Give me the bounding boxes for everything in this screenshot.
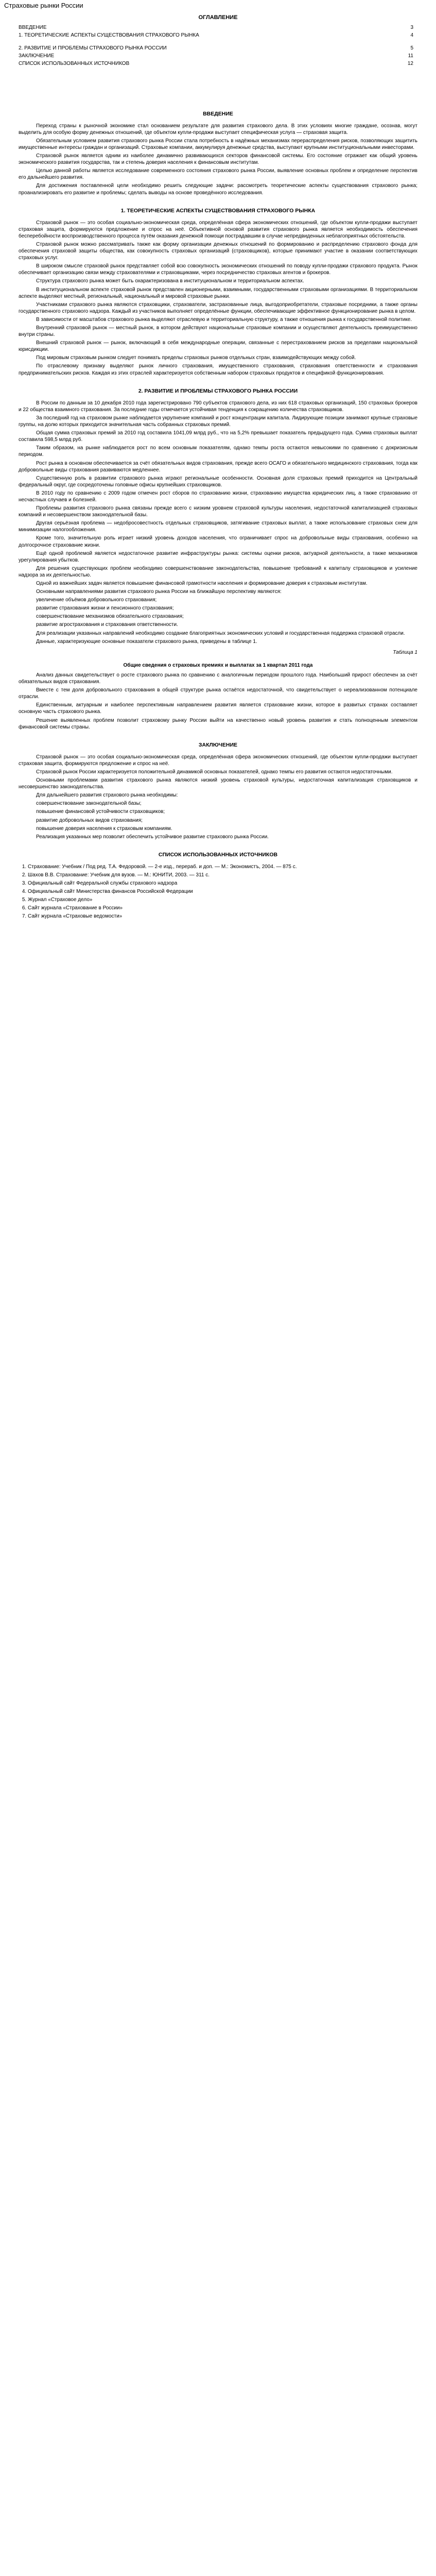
paragraph: Обязательным условием развития страхового рынка России стала потребность в надёжных механизмах перераспределения рисков, позволяющих защитить имущественные интересы граждан и организаций. Страховые компании, аккумулируя денежные средства, выступают крупными институциональными инвесторами. xyxy=(19,138,417,150)
paragraph: Существенную роль в развитии страхового рынка играют региональные особенности. Основная доля страховых премий приходится на Центральный федеральный округ, где сосредоточены головные офисы крупнейших страховщиков. xyxy=(19,475,417,488)
paragraph: Страховой рынок можно рассматривать также как форму организации денежных отношений по формированию и распределению страхового фонда для обеспечения страховой защиты общества, как совокупность страховых организаций (страховщиков), которые принимают участие в оказании соответствующих страховых услуг. xyxy=(19,241,417,261)
window-title: Страховые рынки России xyxy=(4,2,83,9)
references-list xyxy=(19,863,417,920)
paragraph: увеличение объёмов добровольного страхования; xyxy=(36,597,157,603)
conclusion-body xyxy=(19,754,417,840)
paragraph: Страховой рынок является одним из наиболее динамично развивающихся секторов финансовой системы. Его состояние отражает как общий уровень экономического развития государства, так и степень доверия населения к финансовым институтам. xyxy=(19,153,417,166)
toc-heading: ОГЛАВЛЕНИЕ xyxy=(198,14,238,21)
paragraph: Основными направлениями развития страхового рынка России на ближайшую перспективу являются: xyxy=(36,589,282,595)
paragraph: Структура страхового рынка может быть охарактеризована в институциональном и территориальном аспектах. xyxy=(36,278,304,284)
paragraph: Целью данной работы является исследование современного состояния страхового рынка России, выявление основных проблем и определение перспектив его дальнейшего развития. xyxy=(19,168,417,181)
table-of-contents xyxy=(19,24,417,67)
paragraph: За последний год на страховом рынке наблюдается укрупнение компаний и рост концентрации капитала. Лидирующие позиции занимают крупные страховые группы, на долю которых приходится значительная часть собранных страховых премий. xyxy=(19,415,417,428)
paragraph: Основными проблемами развития страхового рынка являются низкий уровень страховой культуры, недостаточная капитализация страховщиков и несовершенство законодательства. xyxy=(19,777,417,790)
table-caption: Таблица 1 xyxy=(393,649,417,655)
paragraph: Единственным, актуарным и наиболее перспективным направлением развития является страхование жизни, которое в развитых странах составляет основную часть страхового рынка. xyxy=(19,702,417,715)
paragraph: развитие страхования жизни и пенсионного страхования; xyxy=(36,605,174,612)
paragraph: Страховой рынок России характеризуется положительной динамикой основных показателей, однако темпы его развития остаются недостаточными. xyxy=(36,769,393,775)
paragraph: развитие добровольных видов страхования; xyxy=(36,817,143,823)
paragraph: В России по данным за 10 декабря 2010 года зарегистрировано 790 субъектов страхового дела, из них 618 страховых организаций, 150 страховых брокеров и 22 общества взаимного страхования. За последние годы отмечается устойчивая тенденция к сокращению количества страховщиков. xyxy=(19,400,417,413)
paragraph: В широком смысле страховой рынок представляет собой всю совокупность экономических отношений по поводу купли-продажи страхового продукта. Рынок обеспечивает организацию связи между страхователями и страховщиками, через посредничество страховых агентов и брокеров. xyxy=(19,263,417,276)
section1-body xyxy=(19,219,417,377)
intro-title: ВВЕДЕНИЕ xyxy=(203,110,233,117)
paragraph: Кроме того, значительную роль играет низкий уровень доходов населения, что ограничивает спрос на добровольные виды страхования, особенно на долгосрочное страхование жизни. xyxy=(19,535,417,548)
reference-item: 7. Сайт журнала «Страховые ведомости» xyxy=(28,913,417,920)
paragraph: В 2010 году по сравнению с 2009 годом отмечен рост сборов по страхованию жизни, страхованию имущества юридических лиц, а также страхованию от несчастных случаев и болезней. xyxy=(19,490,417,503)
paragraph: Страховой рынок — это особая социально-экономическая среда, определённая сфера экономических отношений, где объектом купли-продажи выступает страховая защита, формируются предложение и спрос на неё. xyxy=(19,754,417,767)
section2-body-after xyxy=(19,672,417,731)
reference-item: 6. Сайт журнала «Страхование в России» xyxy=(28,905,417,911)
section1-title: 1. ТЕОРЕТИЧЕСКИЕ АСПЕКТЫ СУЩЕСТВОВАНИЯ СТРАХОВОГО РЫНКА xyxy=(120,207,316,214)
reference-item: 3. Официальный сайт Федеральной службы страхового надзора xyxy=(28,880,417,887)
paragraph: Страховой рынок — это особая социально-экономическая среда, определённая сфера экономических отношений, где объектом купли-продажи выступает страховая защита, формируются предложение и спрос на неё. Объективной основой развития страхового рынка является необходимость обеспечения бесперебойности воспроизводственного процесса путём оказания денежной помощи пострадавшим в случае непредвиденных неблагоприятных обстоятельств. xyxy=(19,219,417,239)
section2-body xyxy=(19,400,417,645)
paragraph: Переход страны к рыночной экономике стал основанием результате для развития страхового дела. В этих условиях многие граждане, осознав, могут выделить для особую форму денежных отношений, где объектом купли-продажи выступает специфическая услуга — страховая защита. xyxy=(19,123,417,135)
paragraph: Проблемы развития страхового рынка связаны прежде всего с низким уровнем страховой культуры населения, недостаточной капитализацией страховых компаний и несовершенством законодательной базы. xyxy=(19,505,417,518)
conclusion-title: ЗАКЛЮЧЕНИЕ xyxy=(198,741,238,748)
toc-item[interactable]: 2. РАЗВИТИЕ И ПРОБЛЕМЫ СТРАХОВОГО РЫНКА РОССИИ 5 xyxy=(19,45,413,52)
document-page xyxy=(0,14,436,942)
paragraph: повышение доверия населения к страховым компаниям. xyxy=(36,825,172,832)
toc-item[interactable]: ЗАКЛЮЧЕНИЕ 11 xyxy=(19,53,413,59)
paragraph: Для решения существующих проблем необходимо совершенствование законодательства, повышение требований к капиталу страховщиков и усиление надзора за их деятельностью. xyxy=(19,565,417,578)
reference-item: 5. Журнал «Страховое дело» xyxy=(28,896,417,903)
paragraph: Для дальнейшего развития страхового рынка необходимы: xyxy=(36,792,178,799)
paragraph: Другая серьёзная проблема — недобросовестность отдельных страховщиков, затягивание страховых выплат, а также использование страховых схем для минимизации налогообложения. xyxy=(19,520,417,533)
reference-item: 1. Страхование: Учебник / Под ред. Т.А. Федоровой. — 2-е изд., перераб. и доп. — М.: Экономистъ, 2004. — 875 с. xyxy=(28,863,417,870)
paragraph: повышение финансовой устойчивости страховщиков; xyxy=(36,809,165,815)
paragraph: Данные, характеризующие основные показатели страхового рынка, приведены в таблице 1. xyxy=(36,638,257,645)
paragraph: Ещё одной проблемой является недостаточное развитие инфраструктуры рынка: системы оценки рисков, актуарной деятельности, а также механизмов урегулирования убытков. xyxy=(19,550,417,563)
paragraph: Таким образом, на рынке наблюдается рост по всем основным показателям, однако темпы роста остаются невысокими по сравнению с докризисным периодом. xyxy=(19,445,417,458)
reference-item: 4. Официальный сайт Министерства финансов Российской Федерации xyxy=(28,888,417,895)
toc-item[interactable]: СПИСОК ИСПОЛЬЗОВАННЫХ ИСТОЧНИКОВ 12 xyxy=(19,61,413,67)
references-title: СПИСОК ИСПОЛЬЗОВАННЫХ ИСТОЧНИКОВ xyxy=(158,851,278,858)
paragraph: Участниками страхового рынка являются страховщики, страхователи, застрахованные лица, выгодоприобретатели, страховые посредники, а также органы государственного страхового надзора. Каждый из участников выполняет определённые функции, обеспечивающие эффективное функционирование рынка в целом. xyxy=(19,301,417,314)
paragraph: Под мировым страховым рынком следует понимать пределы страховых рынков отдельных стран, взаимодействующих между собой. xyxy=(36,355,356,361)
toc-item[interactable]: ВВЕДЕНИЕ 3 xyxy=(19,25,413,31)
paragraph: В институциональном аспекте страховой рынок представлен акционерными, взаимными, государственными страховыми организациями. В территориальном аспекте выделяют местный, региональный, национальный и мировой страховые рынки. xyxy=(19,286,417,299)
paragraph: развитие агрострахования и страхования ответственности. xyxy=(36,622,178,628)
paragraph: Вместе с тем доля добровольного страхования в общей структуре рынка остаётся недостаточной, что свидетельствует о нереализованном потенциале отрасли. xyxy=(19,687,417,700)
section2-title: 2. РАЗВИТИЕ И ПРОБЛЕМЫ СТРАХОВОГО РЫНКА РОССИИ xyxy=(138,387,298,394)
intro-body xyxy=(19,123,417,196)
paragraph: совершенствование законодательной базы; xyxy=(36,801,142,807)
paragraph: Общая сумма страховых премий за 2010 год составила 1041,09 млрд руб., что на 5,2% превышает показатель предыдущего года. Сумма страховых выплат составила 598,5 млрд руб. xyxy=(19,430,417,443)
paragraph: Рост рынка в основном обеспечивается за счёт обязательных видов страхования, прежде всего ОСАГО и обязательного медицинского страхования, тогда как добровольные виды страхования развиваются медленнее. xyxy=(19,460,417,473)
paragraph: Для достижения поставленной цели необходимо решить следующие задачи: рассмотреть теоретические аспекты существования страхового рынка; проанализировать его развитие и проблемы; сделать выводы на основе проведённого исследования. xyxy=(19,183,417,196)
paragraph: Для реализации указанных направлений необходимо создание благоприятных экономических условий и государственная поддержка страховой отрасли. xyxy=(36,630,405,636)
paragraph: Анализ данных свидетельствует о росте страхового рынка по сравнению с аналогичным периодом прошлого года. Наибольший прирост обеспечен за счёт обязательных видов страхования. xyxy=(19,672,417,685)
paragraph: Одной из важнейших задач является повышение финансовой грамотности населения и формирование доверия к страховым институтам. xyxy=(36,581,368,586)
paragraph: По отраслевому признаку выделяют рынок личного страхования, имущественного страхования, страхования ответственности и страхования предпринимательских рисков. Каждая из этих отраслей характеризуется собственным набором страховых продуктов и спецификой функционирования. xyxy=(19,363,417,376)
paragraph: Внутренний страховой рынок — местный рынок, в котором действуют национальные страховые компании и осуществляют деятельность преимущественно внутри страны. xyxy=(19,325,417,338)
paragraph: Внешний страховой рынок — рынок, включающий в себя международные операции, связанные с перестрахованием рисков за пределами национальной юрисдикции. xyxy=(19,340,417,353)
table-title: Общие сведения о страховых премиях и выплатах за 1 квартал 2011 года xyxy=(123,662,313,668)
paragraph: Решение выявленных проблем позволит страховому рынку России выйти на качественно новый уровень развития и стать полноценным элементом финансовой системы страны. xyxy=(19,717,417,730)
toc-item[interactable]: 1. ТЕОРЕТИЧЕСКИЕ АСПЕКТЫ СУЩЕСТВОВАНИЯ СТРАХОВОГО РЫНКА 4 xyxy=(19,32,413,39)
reference-item: 2. Шахов В.В. Страхование: Учебник для вузов. — М.: ЮНИТИ, 2003. — 311 с. xyxy=(28,872,417,878)
paragraph: совершенствование механизмов обязательного страхования; xyxy=(36,614,184,620)
paragraph: Реализация указанных мер позволит обеспечить устойчивое развитие страхового рынка России. xyxy=(36,834,269,840)
paragraph: В зависимости от масштабов страхового рынка выделяют отраслевую и территориальную структуру, а также отношения рынка к государственной политике. xyxy=(36,316,412,323)
